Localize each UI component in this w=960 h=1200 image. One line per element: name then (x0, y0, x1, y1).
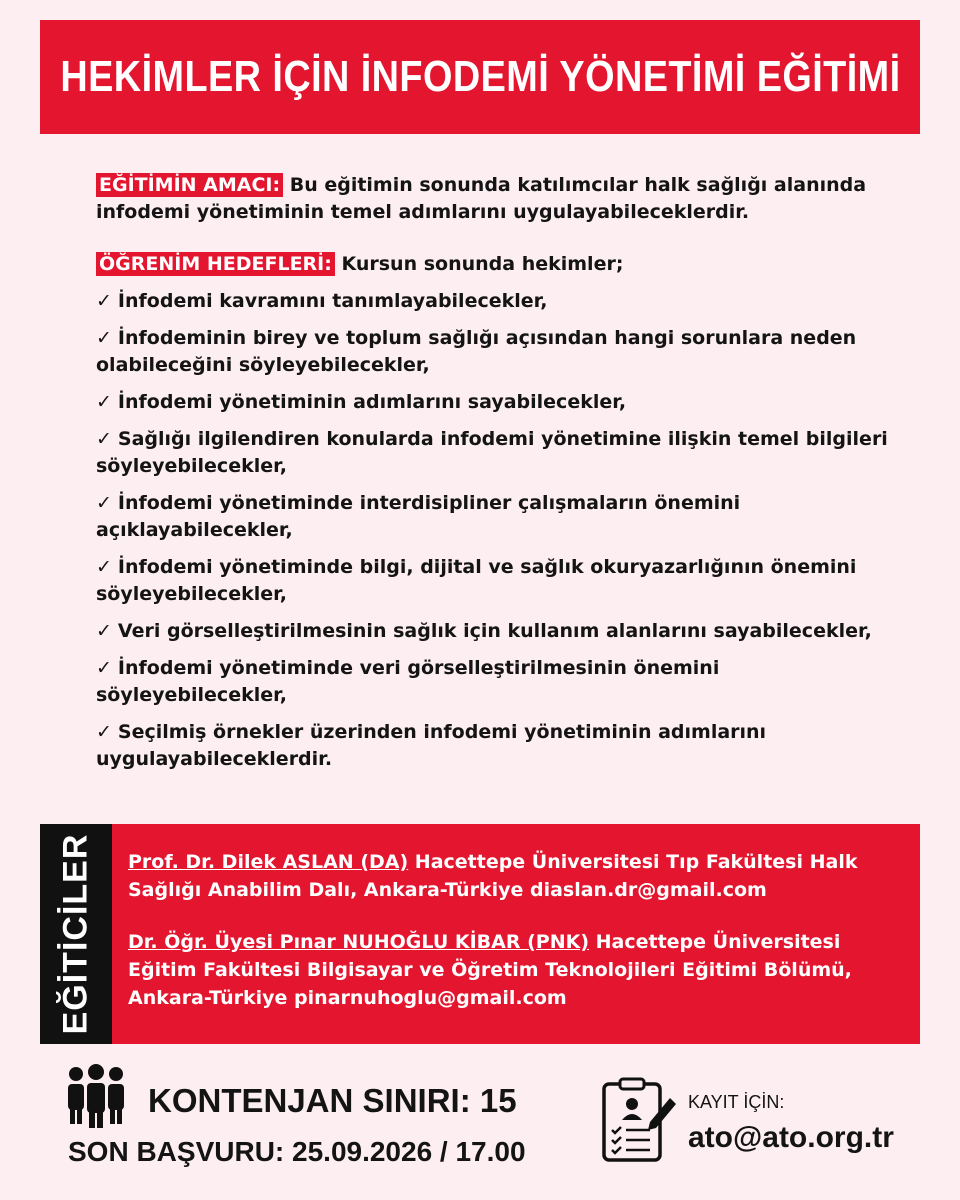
trainers-side-bar (40, 824, 112, 1044)
check-icon: ✓ (96, 428, 112, 450)
application-deadline: SON BAŞVURU: 25.09.2026 / 17.00 (68, 1136, 526, 1167)
check-icon: ✓ (96, 391, 112, 413)
check-icon: ✓ (96, 327, 112, 349)
purpose-text: Bu eğitimin sonunda katılımcılar halk sağlığı alanında infodemi yönetiminin temel adımlarını uygulayabileceklerdir. (96, 174, 867, 223)
objective-item (96, 655, 916, 709)
purpose-label: EĞİTİMİN AMACI: (96, 173, 283, 197)
objective-item (96, 719, 916, 773)
check-icon: ✓ (96, 290, 112, 312)
objective-item (96, 490, 916, 544)
objectives-heading (96, 251, 916, 278)
objective-item (96, 389, 916, 416)
trainer-entry (128, 928, 900, 1012)
trainers-heading: EĞİTİCİLER (56, 833, 95, 1035)
objective-text: Veri görselleştirilmesinin sağlık için kullanım alanlarını sayabilecekler, (117, 620, 872, 642)
objective-text: İnfodemi yönetiminde bilgi, dijital ve sağlık okuryazarlığının önemini söyleyebilecekler, (96, 556, 857, 605)
trainer-details: Hacettepe Üniversitesi Tıp Fakültesi Halk Sağlığı Anabilim Dalı, Ankara-Türkiye diaslan.dr@gmail.com (128, 851, 858, 901)
people-group-icon (66, 1064, 126, 1128)
trainer-entry (128, 848, 900, 904)
objectives-label: ÖĞRENİM HEDEFLERİ: (96, 252, 335, 276)
objective-item (96, 426, 916, 480)
objective-text: İnfodemi yönetiminin adımlarını sayabilecekler, (117, 391, 627, 413)
trainers-list (112, 824, 920, 1044)
clipboard-checklist-icon (598, 1076, 680, 1164)
objective-text: İnfodeminin birey ve toplum sağlığı açısından hangi sorunlara neden olabileceğini söyleyebilecekler, (96, 327, 857, 376)
check-icon: ✓ (96, 657, 112, 679)
course-content (96, 172, 916, 783)
objective-text: İnfodemi yönetiminde interdisipliner çalışmaların önemini açıklayabilecekler, (96, 492, 741, 541)
objectives-intro: Kursun sonunda hekimler; (334, 253, 624, 275)
check-icon: ✓ (96, 492, 112, 514)
trainers-panel (40, 824, 920, 1044)
page-title: HEKİMLER İÇİN İNFODEMİ YÖNETİMİ EĞİTİMİ (59, 52, 901, 101)
check-icon: ✓ (96, 721, 112, 743)
objective-text: İnfodemi yönetiminde veri görselleştirilmesinin önemini söyleyebilecekler, (96, 657, 720, 706)
objectives-list (96, 288, 916, 773)
trainer-details: Hacettepe Üniversitesi Eğitim Fakültesi Bilgisayar ve Öğretim Teknolojileri Eğitimi Bölümü, Ankara-Türkiye pinarnuhoglu@gmail.com (128, 931, 852, 1009)
trainer-name: Dr. Öğr. Üyesi Pınar NUHOĞLU KİBAR (PNK) (128, 931, 590, 953)
objective-item (96, 325, 916, 379)
trainer-name: Prof. Dr. Dilek ASLAN (DA) (128, 851, 409, 873)
capacity-limit: KONTENJAN SINIRI: 15 (148, 1082, 517, 1119)
registration-label: KAYIT İÇİN: (688, 1092, 785, 1112)
title-banner (40, 20, 920, 134)
objective-item (96, 618, 916, 645)
objective-item (96, 288, 916, 315)
objective-text: İnfodemi kavramını tanımlayabilecekler, (117, 290, 548, 312)
objective-item (96, 554, 916, 608)
check-icon: ✓ (96, 620, 112, 642)
objective-text: Seçilmiş örnekler üzerinden infodemi yönetiminin adımlarını uygulayabileceklerdir. (96, 721, 767, 770)
objective-text: Sağlığı ilgilendiren konularda infodemi yönetimine ilişkin temel bilgileri söyleyebilecekler, (96, 428, 888, 477)
purpose-paragraph (96, 172, 916, 226)
registration-email[interactable]: ato@ato.org.tr (688, 1121, 894, 1154)
check-icon: ✓ (96, 556, 112, 578)
